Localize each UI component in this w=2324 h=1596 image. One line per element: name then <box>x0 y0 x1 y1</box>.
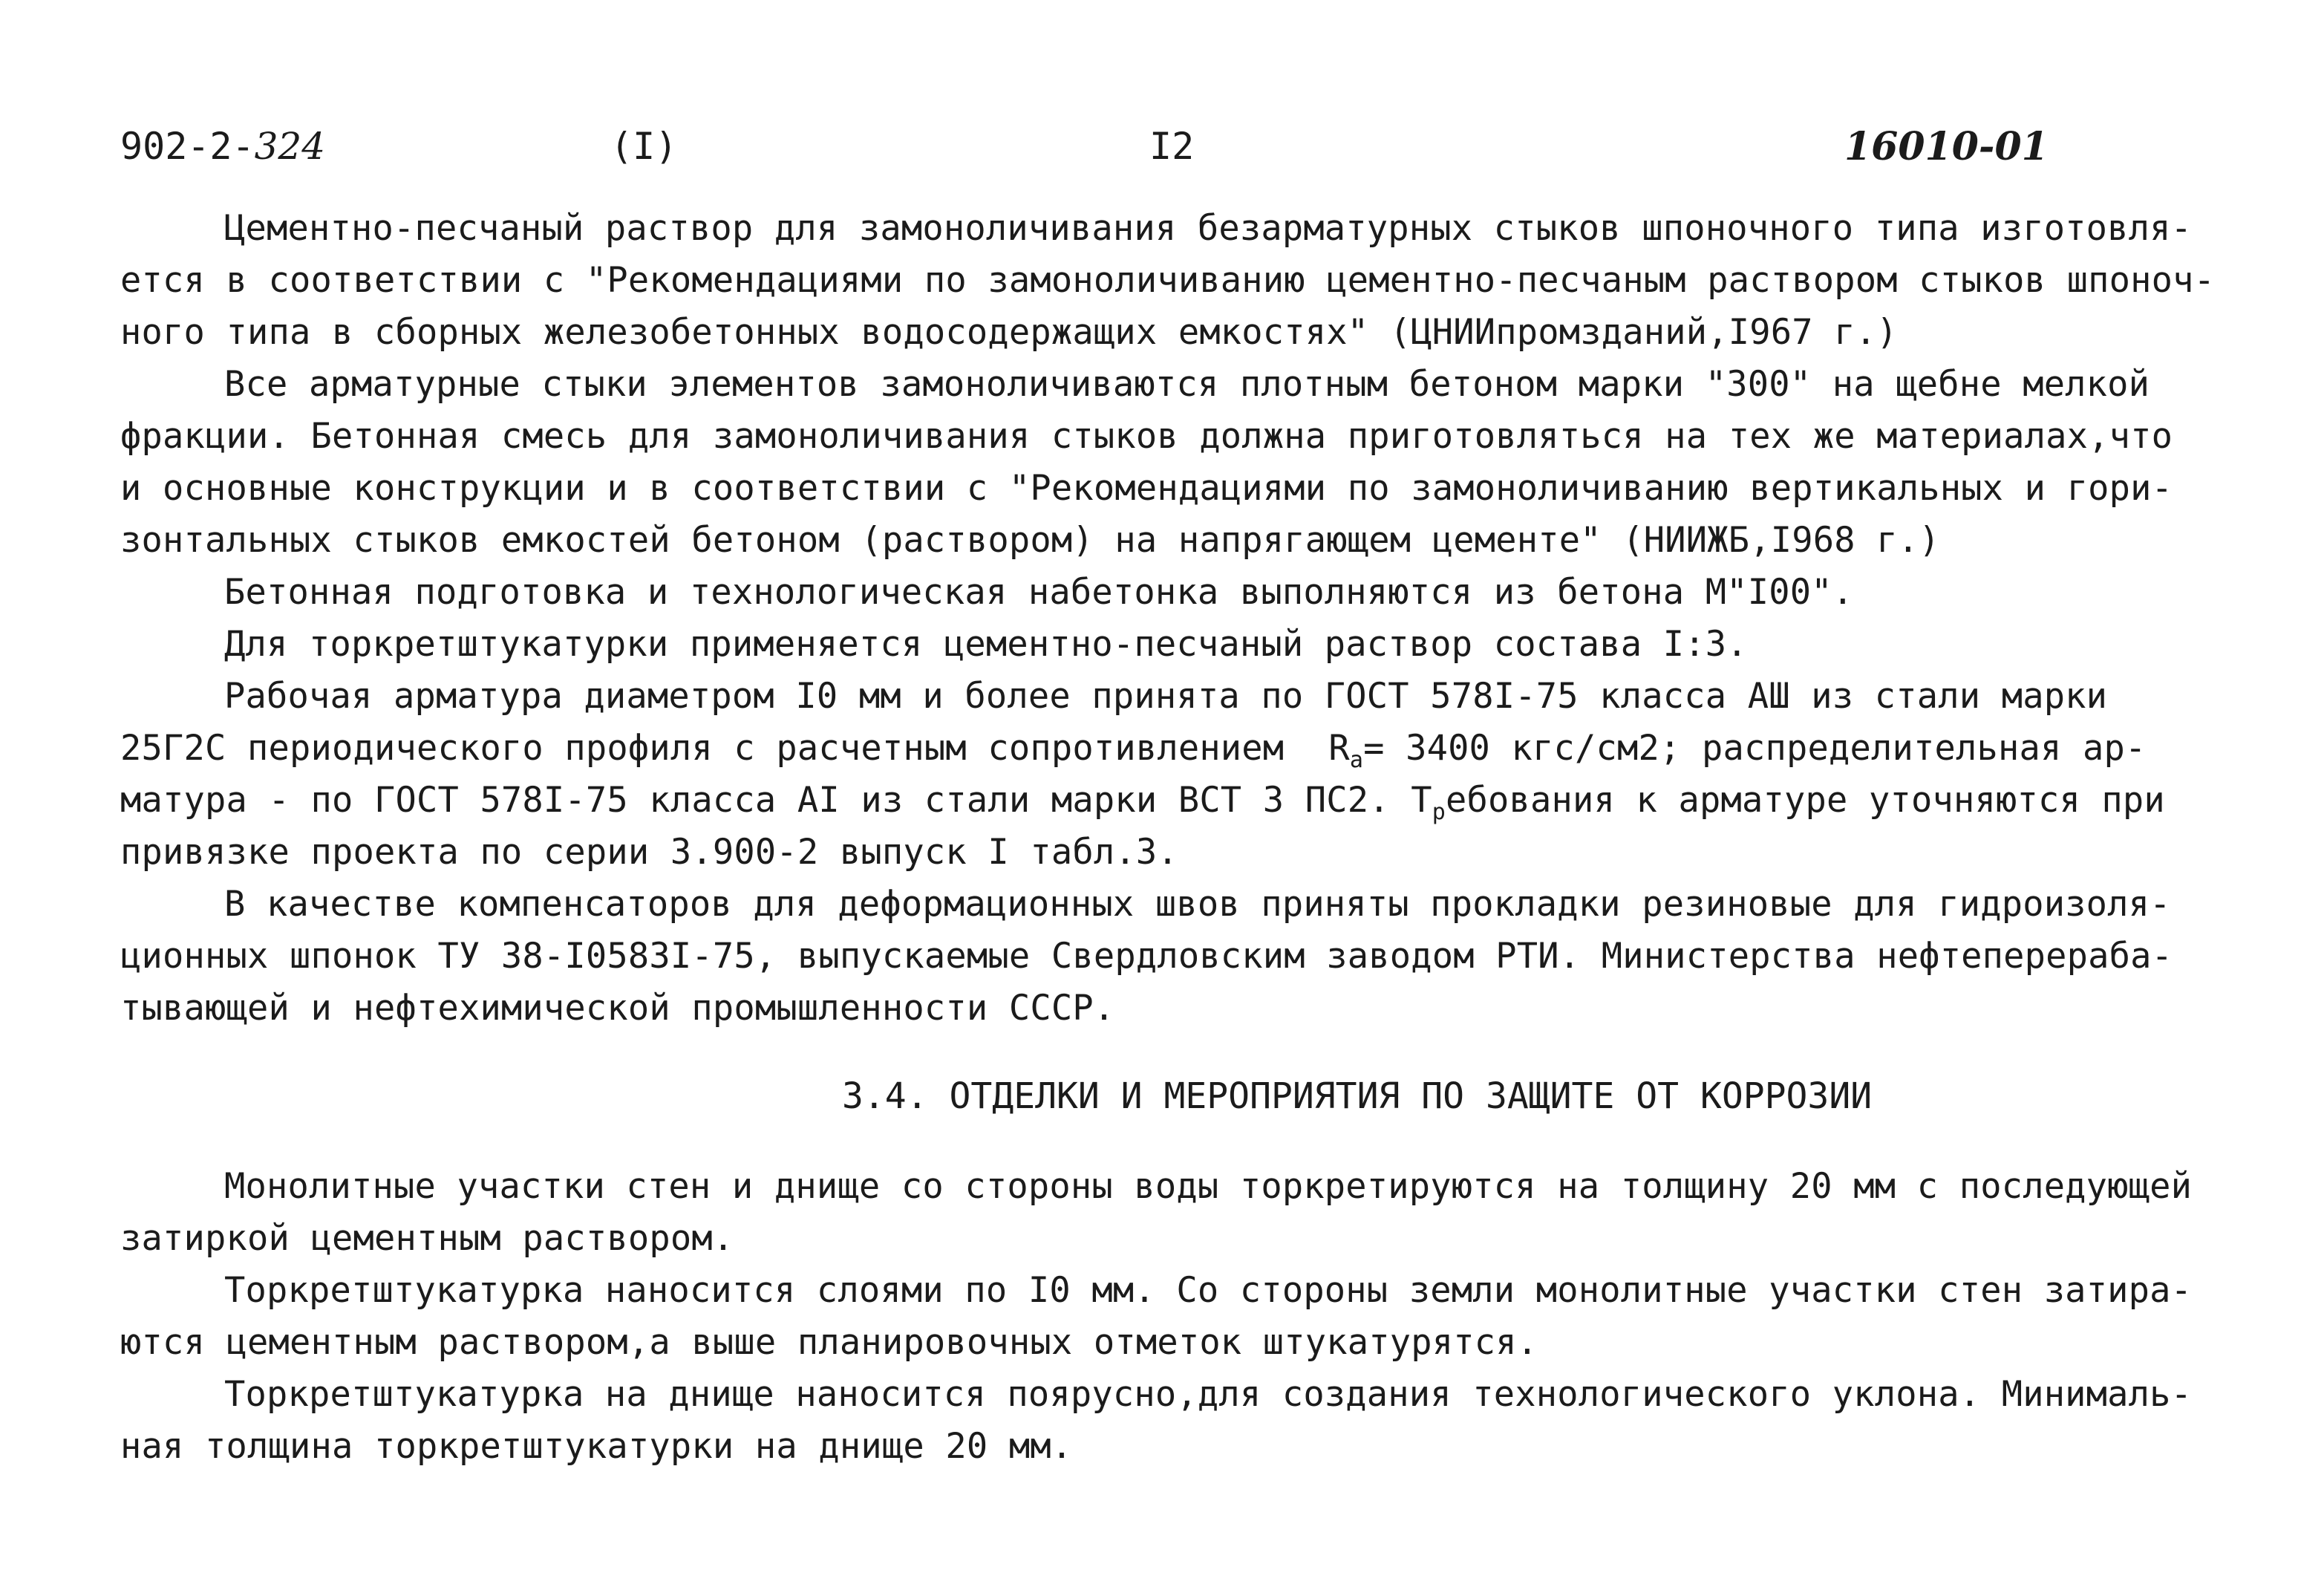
text-segment: матура - по ГОСТ 578I-75 класса АI из стали марки ВСТ 3 ПС2. Т <box>120 780 1432 821</box>
doc-part: (I) <box>610 125 678 168</box>
text-line: Бетонная подготовка и технологическая набетонка выполняются из бетона М"I00". <box>224 572 1854 613</box>
doc-code-printed: 902-2- <box>120 125 255 168</box>
text-segment: 25Г2С периодического профиля с расчетным сопротивлением <box>120 728 1285 769</box>
text-line: Монолитные участки стен и днище со стороны воды торкретируются на толщину 20 мм с последующей <box>224 1166 2193 1207</box>
text-line: зонтальных стыков емкостей бетоном (раствором) на напрягающем цементе" (НИИЖБ,I968 г.) <box>120 520 1940 561</box>
text-line: ного типа в сборных железобетонных водосодержащих емкостях" (ЦНИИпромзданий,I967 г.) <box>120 312 1898 353</box>
t-subscript: р <box>1432 799 1446 825</box>
text-line <box>120 780 2165 825</box>
text-line: Рабочая арматура диаметром I0 мм и более принята по ГОСТ 578I-75 класса АШ из стали марки <box>224 676 2108 717</box>
text-segment: ебования к арматуре уточняются при <box>1446 780 2165 821</box>
text-line: затиркой цементным раствором. <box>120 1218 734 1259</box>
resistance-symbol: R <box>1328 728 1350 769</box>
text-line: Торкретштукатурка наносится слоями по I0 мм. Со стороны земли монолитные участки стен затира- <box>224 1270 2193 1311</box>
sheet-number-handwritten: 16010-01 <box>1844 124 2049 169</box>
text-line: Торкретштукатурка на днище наносится поярусно,для создания технологического уклона. Минималь- <box>224 1374 2193 1415</box>
text-line: ная толщина торкретштукатурки на днище 20 мм. <box>120 1426 1073 1467</box>
resistance-subscript: a <box>1349 747 1364 773</box>
text-line: ционных шпонок ТУ 38-I0583I-75, выпускаемые Свердловским заводом РТИ. Министерства нефтеперераба- <box>120 936 2173 977</box>
text-line: привязке проекта по серии 3.900-2 выпуск I табл.3. <box>120 832 1178 873</box>
text-line: ется в соответствии с "Рекомендациями по замоноличиванию цементно-песчаным раствором стыков шпоноч- <box>120 260 2216 301</box>
section-heading: 3.4. ОТДЕЛКИ И МЕРОПРИЯТИЯ ПО ЗАЩИТЕ ОТ КОРРОЗИИ <box>842 1075 1873 1117</box>
page-number: I2 <box>1149 125 1195 168</box>
text-line: Цементно-песчаный раствор для замоноличивания безарматурных стыков шпоночного типа изготовля- <box>224 208 2193 249</box>
text-line: и основные конструкции и в соответствии с "Рекомендациями по замоноличиванию вертикальных и гори- <box>120 468 2173 509</box>
text-line <box>120 728 2147 773</box>
doc-code <box>120 125 326 168</box>
text-line: Все арматурные стыки элементов замоноличиваются плотным бетоном марки "300" на щебне мелкой <box>224 364 2150 405</box>
text-line: фракции. Бетонная смесь для замоноличивания стыков должна приготовляться на тех же материалах,что <box>120 416 2173 457</box>
text-line: тывающей и нефтехимической промышленности СССР. <box>120 988 1115 1029</box>
text-line: Для торкретштукатурки применяется цементно-песчаный раствор состава I:3. <box>224 624 1748 665</box>
doc-code-handwritten: 324 <box>254 125 326 168</box>
text-line: В качестве компенсаторов для деформационных швов приняты прокладки резиновые для гидроизоля- <box>224 884 2171 925</box>
resistance-value: = 3400 кгс/см2; распределительная ар- <box>1363 728 2147 769</box>
text-line: ются цементным раствором,а выше планировочных отметок штукатурятся. <box>120 1322 1538 1363</box>
